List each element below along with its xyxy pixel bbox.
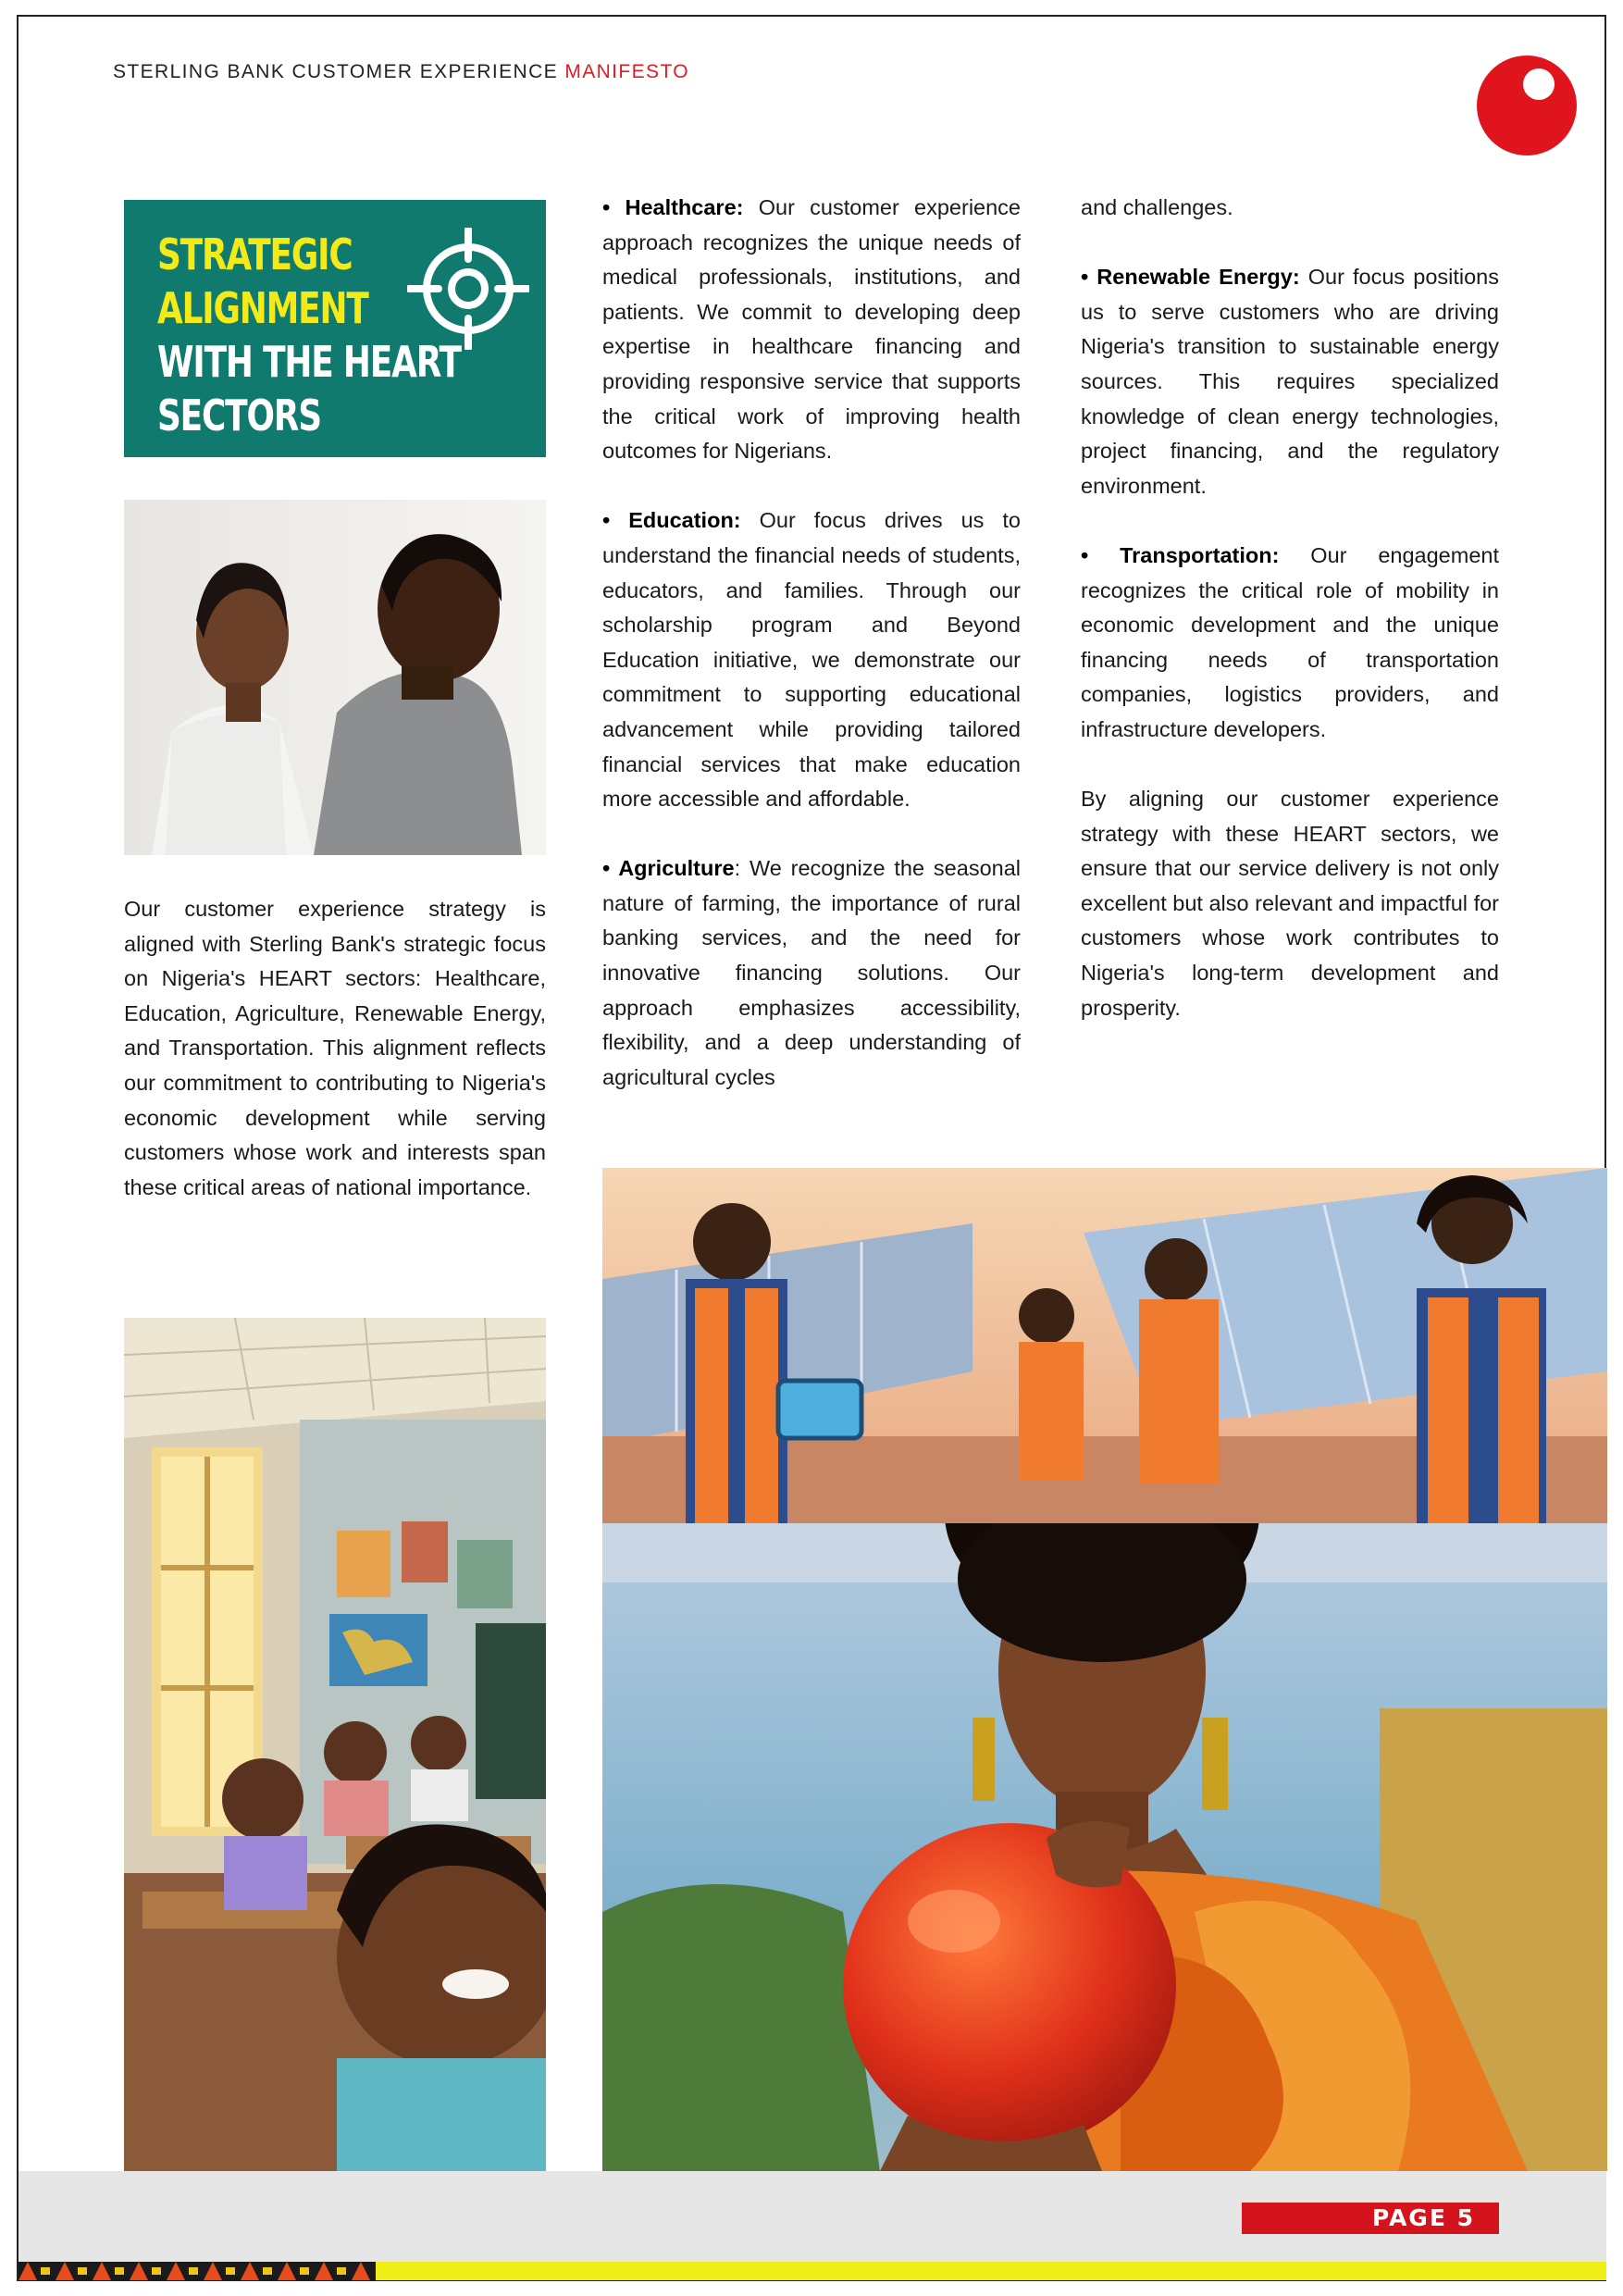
title-line-2: ALIGNMENT [157, 283, 368, 333]
title-line-3: WITH THE HEART [157, 337, 461, 387]
section-title-box [124, 200, 546, 457]
page-number-tag: PAGE 5 [1242, 2203, 1499, 2234]
section-title [157, 228, 461, 442]
logo-highlight [1523, 68, 1555, 100]
doctor-consultation-image [124, 500, 546, 855]
agriculture-text: : We recognize the seasonal nature of farming, the importance of rural banking services, and the need for innovative financing solutions. Our approach emphasizes accessibility, flexibility, and a deep understanding of agricultural cycles [602, 856, 1022, 1089]
renewable-text: Our focus positions us to serve customers who are driving Nigeria's transition to sustainable energy sources. This requires specialized knowledge of clean energy technologies, project financing, and the regulatory environment. [1081, 265, 1499, 498]
solar-farm-illustration-image [602, 1168, 1607, 1523]
column-2-text [602, 191, 1021, 1130]
renewable-label: • Renewable Energy: [1081, 265, 1300, 290]
header-accent: MANIFESTO [564, 61, 690, 82]
target-icon [407, 228, 529, 350]
transport-paragraph [1081, 539, 1499, 748]
transport-text: Our engagement recognizes the critical role of mobility in economic development and the unique financing needs of transportation companies, logistics providers, and infrastructure developers. [1081, 542, 1499, 741]
healthcare-text: Our customer experience approach recognizes the unique needs of medical professionals, institutions, and patients. We commit to developing deep expertise in healthcare financing and providing responsive service that supports the critical work of improving health outcomes for Nigerians. [602, 195, 1021, 464]
education-label: • Education: [602, 508, 741, 533]
agriculture-paragraph [602, 851, 1021, 1095]
renewable-paragraph [1081, 260, 1499, 503]
closing-paragraph: By aligning our customer experience strategy with these HEART sectors, we ensure that our service delivery is not only excellent but also relevant and impactful for customers whose work contributes to Nigeria's long-term development and prosperity. [1081, 787, 1499, 1020]
classroom-illustration-image [124, 1318, 546, 2171]
agriculture-continued: and challenges. [1081, 195, 1233, 219]
sterling-logo-icon [1477, 56, 1577, 155]
header-prefix: STERLING BANK CUSTOMER EXPERIENCE [113, 61, 565, 82]
healthcare-label: • Healthcare: [602, 195, 744, 219]
transport-label: • Transportation: [1081, 542, 1280, 567]
column-1-text [124, 892, 546, 1240]
title-line-1: STRATEGIC [157, 230, 353, 279]
healthcare-paragraph [602, 191, 1021, 469]
intro-paragraph: Our customer experience strategy is aligned with Sterling Bank's strategic focus on Nigeria's HEART sectors: Healthcare, Education, Agriculture, Renewable Energy, and Transportation. This alignment reflects our commitment to contributing to Nigeria's economic development while serving customers whose work and interests span these critical areas of national importance. [124, 897, 546, 1199]
column-3-text [1081, 191, 1499, 1061]
education-paragraph [602, 503, 1021, 816]
agriculture-label: • Agriculture [602, 856, 735, 881]
african-pattern-strip [19, 2262, 376, 2280]
title-line-4: SECTORS [157, 391, 321, 441]
agriculture-woman-image [602, 1523, 1607, 2171]
education-text: Our focus drives us to understand the financial needs of students, educators, and families. Through our scholarship program and Beyond Education initiative, we demonstrate our commitment to supporting educational advancement while providing tailored financial services that make education more accessible and affordable. [602, 508, 1021, 812]
running-header [113, 61, 689, 83]
